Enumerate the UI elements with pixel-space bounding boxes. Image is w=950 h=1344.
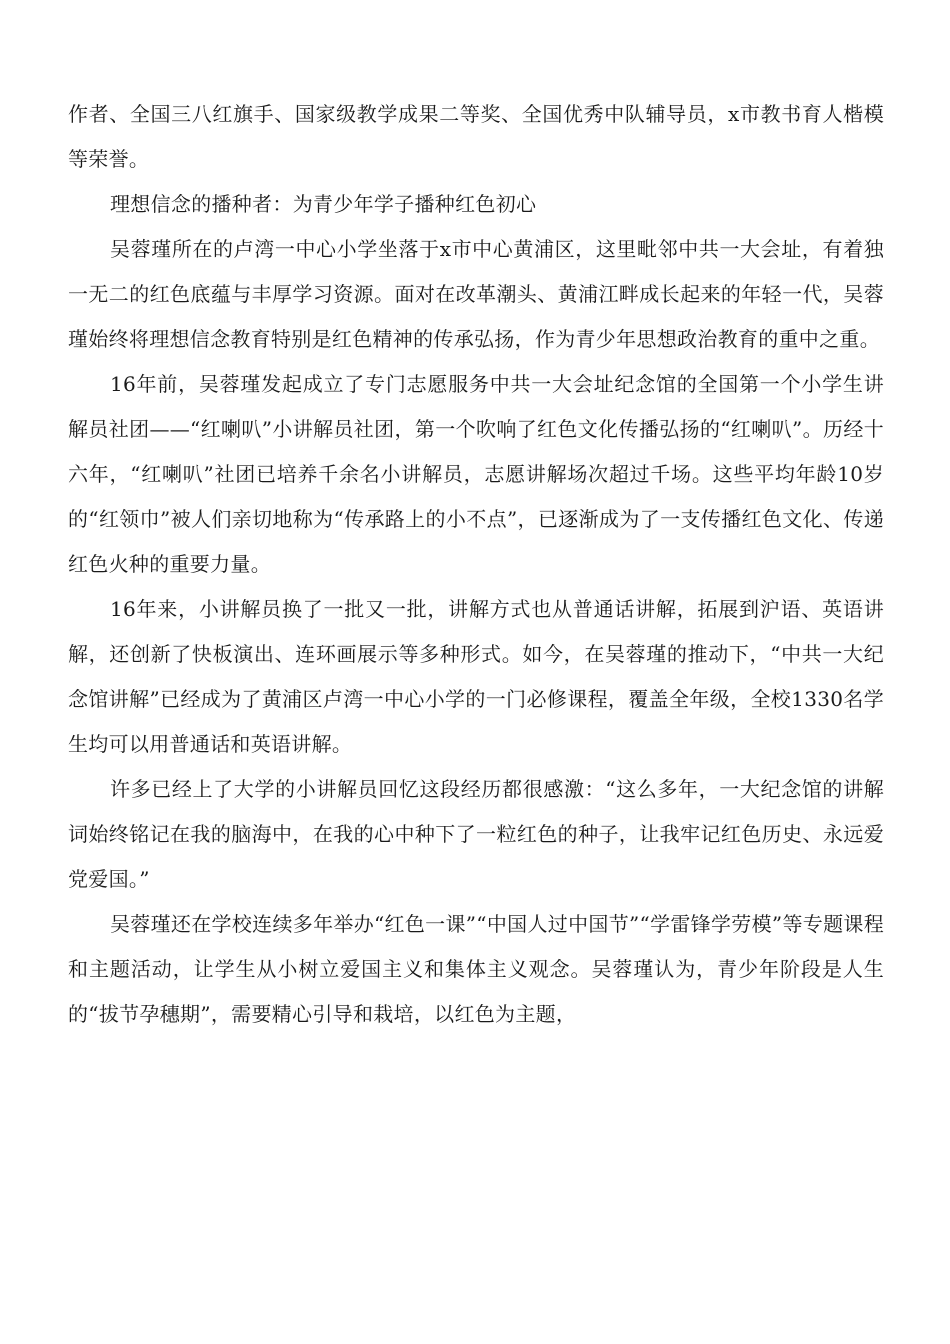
paragraph-1: 作者、全国三八红旗手、国家级教学成果二等奖、全国优秀中队辅导员，x市教书育人楷模等荣誉。 <box>68 102 884 171</box>
section-heading: 理想信念的播种者：为青少年学子播种红色初心 <box>110 192 537 216</box>
paragraph-4: 16年来，小讲解员换了一批又一批，讲解方式也从普通话讲解，拓展到沪语、英语讲解，还创新了快板演出、连环画展示等多种形式。如今，在吴蓉瑾的推动下，“中共一大纪念馆讲解”已经成为了黄浦区卢湾一中心小学的一门必修课程，覆盖全年级，全校1330名学生均可以用普通话和英语讲解。 <box>68 597 884 756</box>
paragraph-2: 吴蓉瑾所在的卢湾一中心小学坐落于x市中心黄浦区，这里毗邻中共一大会址，有着独一无二的红色底蕴与丰厚学习资源。面对在改革潮头、黄浦江畔成长起来的年轻一代，吴蓉瑾始终将理想信念教育特别是红色精神的传承弘扬，作为青少年思想政治教育的重中之重。 <box>68 237 884 351</box>
paragraph-5: 许多已经上了大学的小讲解员回忆这段经历都很感激：“这么多年，一大纪念馆的讲解词始终铭记在我的脑海中，在我的心中种下了一粒红色的种子，让我牢记红色历史、永远爱党爱国。” <box>68 777 884 891</box>
paragraph-6: 吴蓉瑾还在学校连续多年举办“红色一课”“中国人过中国节”“学雷锋学劳模”等专题课程和主题活动，让学生从小树立爱国主义和集体主义观念。吴蓉瑾认为，青少年阶段是人生的“拔节孕穗期”，需要精心引导和栽培，以红色为主题， <box>68 912 884 1026</box>
paragraph-3: 16年前，吴蓉瑾发起成立了专门志愿服务中共一大会址纪念馆的全国第一个小学生讲解员社团——“红喇叭”小讲解员社团，第一个吹响了红色文化传播弘扬的“红喇叭”。历经十六年，“红喇叭”社团已培养千余名小讲解员，志愿讲解场次超过千场。这些平均年龄10岁的“红领巾”被人们亲切地称为“传承路上的小不点”，已逐渐成为了一支传播红色文化、传递红色火种的重要力量。 <box>68 372 884 576</box>
document-body <box>68 92 884 1037</box>
